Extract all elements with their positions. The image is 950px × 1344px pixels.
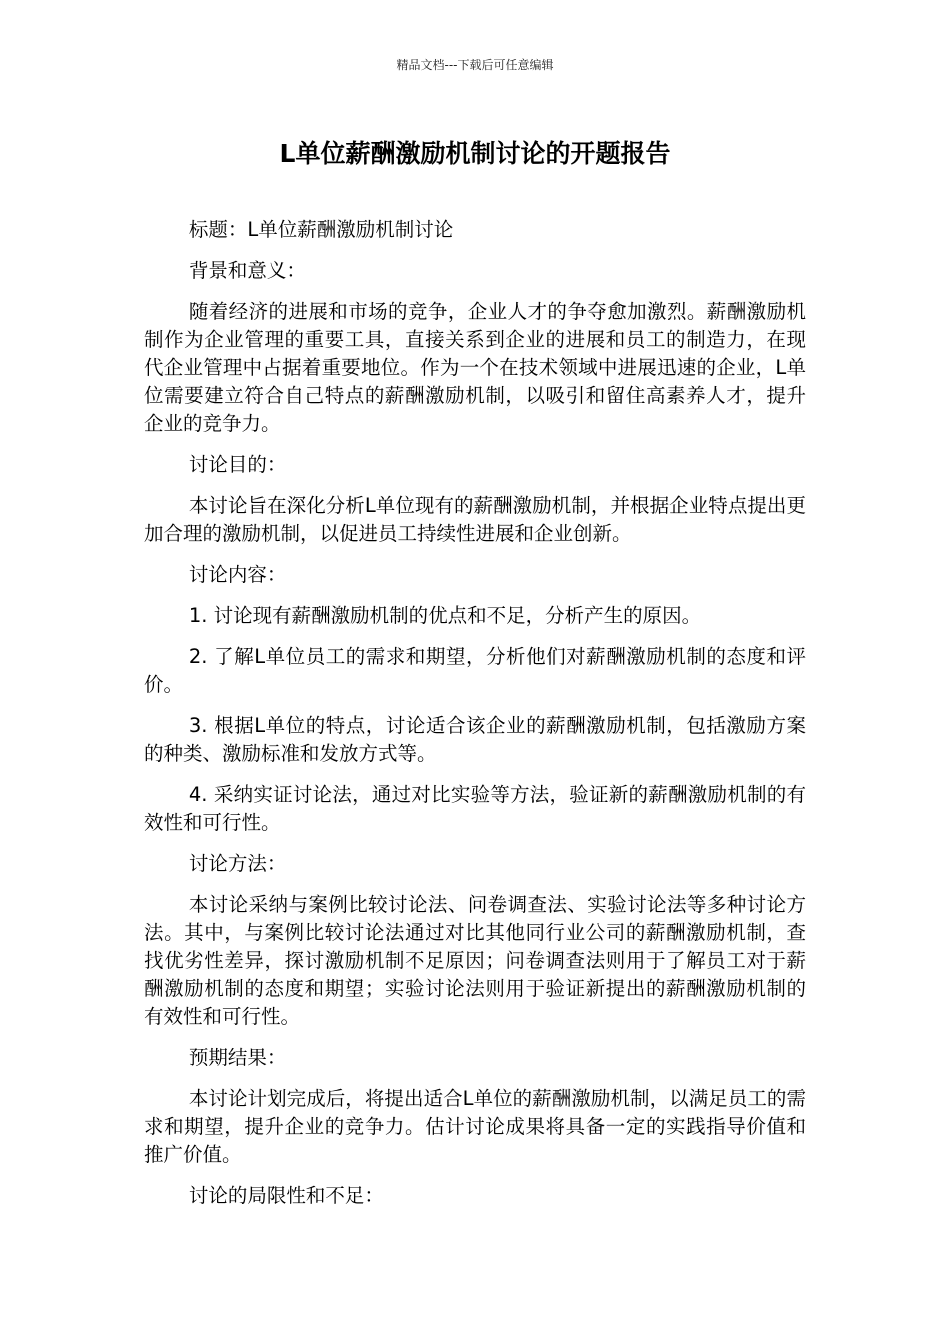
list-item-content-4: 4. 采纳实证讨论法，通过对比实验等方法，验证新的薪酬激励机制的有效性和可行性。 xyxy=(144,783,806,834)
paragraph-expected-results: 本讨论计划完成后，将提出适合L单位的薪酬激励机制，以满足员工的需求和期望，提升企业的竞争力。估计讨论成果将具备一定的实践指导价值和推广价值。 xyxy=(144,1087,806,1166)
heading-expected-results: 预期结果： xyxy=(188,1046,287,1069)
heading-limitations: 讨论的局限性和不足： xyxy=(188,1184,384,1207)
document-body xyxy=(144,216,806,1223)
paragraph-method: 本讨论采纳与案例比较讨论法、问卷调查法、实验讨论法等多种讨论方法。其中，与案例比较讨论法通过对比其他同行业公司的薪酬激励机制，查找优劣性差异，探讨激励机制不足原因；问卷调查法则用于了解员工对于薪酬激励机制的态度和期望；实验讨论法则用于验证新提出的薪酬激励机制的有效性和可行性。 xyxy=(144,893,806,1028)
heading-method: 讨论方法： xyxy=(188,852,287,875)
page-header: 精品文档---下载后可任意编辑 xyxy=(396,58,554,72)
paragraph-objective: 本讨论旨在深化分析L单位现有的薪酬激励机制，并根据企业特点提出更加合理的激励机制，以促进员工持续性进展和企业创新。 xyxy=(144,494,806,545)
heading-background: 背景和意义： xyxy=(188,259,306,282)
list-item-content-3: 3. 根据L单位的特点，讨论适合该企业的薪酬激励机制，包括激励方案的种类、激励标准和发放方式等。 xyxy=(144,714,806,765)
paragraph-subject: 标题：L单位薪酬激励机制讨论 xyxy=(188,218,454,241)
paragraph-background: 随着经济的进展和市场的竞争，企业人才的争夺愈加激烈。薪酬激励机制作为企业管理的重要工具，直接关系到企业的进展和员工的制造力，在现代企业管理中占据着重要地位。作为一个在技术领域中进展迅速的企业，L单位需要建立符合自己特点的薪酬激励机制，以吸引和留住高素养人才，提升企业的竞争力。 xyxy=(144,300,806,435)
list-item-content-1: 1. 讨论现有薪酬激励机制的优点和不足，分析产生的原因。 xyxy=(188,604,702,627)
heading-content: 讨论内容： xyxy=(188,563,287,586)
document-title: L单位薪酬激励机制讨论的开题报告 xyxy=(279,139,671,168)
list-item-content-2: 2. 了解L单位员工的需求和期望，分析他们对薪酬激励机制的态度和评价。 xyxy=(144,645,806,696)
heading-objective: 讨论目的： xyxy=(188,453,287,476)
